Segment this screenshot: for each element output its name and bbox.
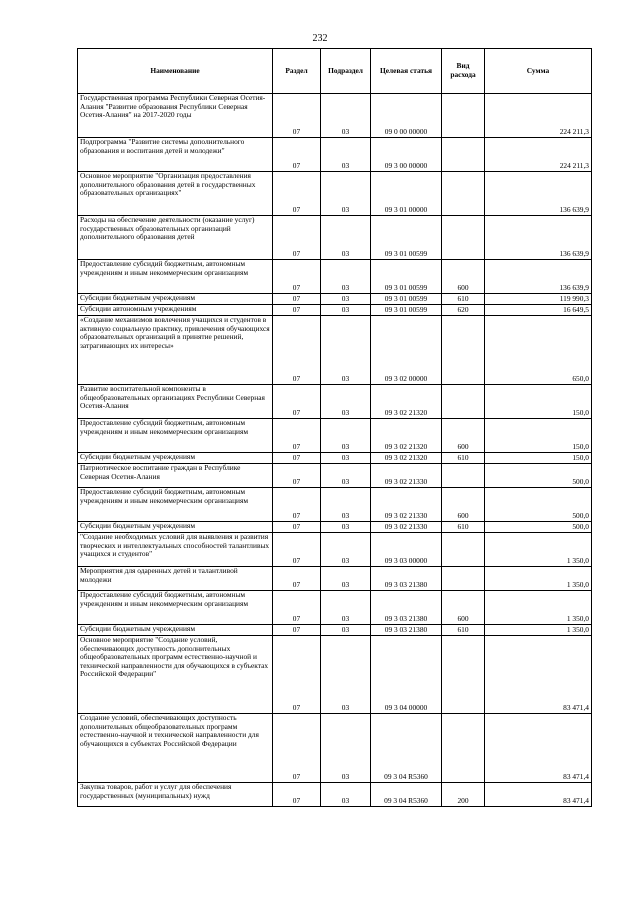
row-expense-type: 600: [442, 591, 485, 625]
row-subsection: 03: [321, 625, 371, 636]
row-amount: 150,0: [485, 419, 592, 453]
row-target: 09 3 01 00599: [371, 305, 442, 316]
row-target: 09 3 02 00000: [371, 316, 442, 385]
row-target: 09 3 03 21380: [371, 625, 442, 636]
row-amount: 119 990,3: [485, 294, 592, 305]
row-amount: 136 639,9: [485, 172, 592, 216]
row-subsection: 03: [321, 567, 371, 591]
table-row: [78, 488, 592, 522]
row-section: 07: [273, 625, 321, 636]
row-expense-type: [442, 138, 485, 172]
table-row: [78, 453, 592, 464]
row-target: 09 3 02 21320: [371, 385, 442, 419]
row-expense-type: [442, 567, 485, 591]
row-name: Основное мероприятие "Создание условий, обеспечивающих доступность дополнительных общеобразовательных программ естественно-научной и технической направленности для обучающихся в субъектах Российской Федерации": [78, 636, 273, 714]
row-section: 07: [273, 488, 321, 522]
row-name: Предоставление субсидий бюджетным, автономным учреждениям и иным некоммерческим организациям: [78, 419, 273, 453]
row-target: 09 3 01 00599: [371, 294, 442, 305]
table-row: [78, 783, 592, 807]
header-name: Наименование: [78, 49, 273, 94]
row-expense-type: [442, 636, 485, 714]
row-expense-type: 620: [442, 305, 485, 316]
row-name: «Создание механизмов вовлечения учащихся и студентов в активную социальную практику, привлечения обучающихся образовательных организаций в принятие решений, затрагивающих их интересы»: [78, 316, 273, 385]
row-expense-type: [442, 94, 485, 138]
row-section: 07: [273, 783, 321, 807]
row-target: 09 0 00 00000: [371, 94, 442, 138]
header-target: Целевая статья: [371, 49, 442, 94]
row-target: 09 3 04 R5360: [371, 714, 442, 783]
table-row: [78, 138, 592, 172]
row-name: Развитие воспитательной компоненты в общеобразовательных организациях Республики Северная Осетия-Алания: [78, 385, 273, 419]
row-subsection: 03: [321, 522, 371, 533]
row-name: Субсидии бюджетным учреждениям: [78, 294, 273, 305]
row-section: 07: [273, 138, 321, 172]
row-amount: 1 350,0: [485, 567, 592, 591]
table-header-row: [78, 49, 592, 94]
row-name: Субсидии бюджетным учреждениям: [78, 625, 273, 636]
row-section: 07: [273, 316, 321, 385]
row-target: 09 3 02 21330: [371, 522, 442, 533]
table-row: [78, 567, 592, 591]
row-subsection: 03: [321, 464, 371, 488]
row-target: 09 3 02 21330: [371, 488, 442, 522]
row-expense-type: 200: [442, 783, 485, 807]
row-target: 09 3 03 00000: [371, 533, 442, 567]
table-row: [78, 316, 592, 385]
row-amount: 500,0: [485, 464, 592, 488]
row-section: 07: [273, 567, 321, 591]
row-target: 09 3 03 21380: [371, 591, 442, 625]
row-target: 09 3 03 21380: [371, 567, 442, 591]
row-expense-type: 600: [442, 488, 485, 522]
budget-table: [77, 48, 592, 807]
row-section: 07: [273, 305, 321, 316]
row-subsection: 03: [321, 419, 371, 453]
row-target: 09 3 02 21320: [371, 419, 442, 453]
row-name: Мероприятия для одаренных детей и талантливой молодежи: [78, 567, 273, 591]
row-target: 09 3 00 00000: [371, 138, 442, 172]
row-amount: 500,0: [485, 488, 592, 522]
row-subsection: 03: [321, 316, 371, 385]
table-row: [78, 94, 592, 138]
row-target: 09 3 04 R5360: [371, 783, 442, 807]
row-section: 07: [273, 591, 321, 625]
row-subsection: 03: [321, 714, 371, 783]
table-row: [78, 714, 592, 783]
header-section: Раздел: [273, 49, 321, 94]
row-expense-type: 600: [442, 260, 485, 294]
row-expense-type: [442, 216, 485, 260]
row-section: 07: [273, 216, 321, 260]
row-name: Предоставление субсидий бюджетным, автономным учреждениям и иным некоммерческим организациям: [78, 260, 273, 294]
row-subsection: 03: [321, 591, 371, 625]
row-name: Подпрограмма "Развитие системы дополнительного образования и воспитания детей и молодежи": [78, 138, 273, 172]
row-amount: 650,0: [485, 316, 592, 385]
row-expense-type: 600: [442, 419, 485, 453]
row-expense-type: [442, 385, 485, 419]
header-expense-type: Вид расхода: [442, 49, 485, 94]
row-name: Государственная программа Республики Северная Осетия-Алания "Развитие образования Республики Северная Осетия-Алания" на 2017-2020 годы: [78, 94, 273, 138]
row-name: Субсидии бюджетным учреждениям: [78, 453, 273, 464]
row-amount: 83 471,4: [485, 714, 592, 783]
row-section: 07: [273, 453, 321, 464]
row-amount: 150,0: [485, 453, 592, 464]
row-target: 09 3 04 00000: [371, 636, 442, 714]
row-name: "Создание необходимых условий для выявления и развития творческих и интеллектуальных способностей талантливых учащихся и студентов": [78, 533, 273, 567]
table-row: [78, 636, 592, 714]
header-subsection: Подраздел: [321, 49, 371, 94]
table-row: [78, 591, 592, 625]
row-name: Субсидии автономным учреждениям: [78, 305, 273, 316]
header-amount: Сумма: [485, 49, 592, 94]
row-section: 07: [273, 172, 321, 216]
row-target: 09 3 02 21320: [371, 453, 442, 464]
table-row: [78, 533, 592, 567]
row-subsection: 03: [321, 138, 371, 172]
row-name: Создание условий, обеспечивающих доступность дополнительных общеобразовательных программ естественно-научной и технической направленности для обучающихся в субъектах Российской Федерации: [78, 714, 273, 783]
row-name: Основное мероприятие "Организация предоставления дополнительного образования детей в государственных образовательных организациях": [78, 172, 273, 216]
table-row: [78, 385, 592, 419]
row-name: Предоставление субсидий бюджетным, автономным учреждениям и иным некоммерческим организациям: [78, 488, 273, 522]
row-expense-type: 610: [442, 625, 485, 636]
table-row: [78, 522, 592, 533]
row-section: 07: [273, 419, 321, 453]
row-amount: 224 211,3: [485, 138, 592, 172]
row-amount: 1 350,0: [485, 625, 592, 636]
row-expense-type: [442, 714, 485, 783]
row-subsection: 03: [321, 294, 371, 305]
row-name: Субсидии бюджетным учреждениям: [78, 522, 273, 533]
row-amount: 1 350,0: [485, 533, 592, 567]
row-amount: 150,0: [485, 385, 592, 419]
row-expense-type: [442, 172, 485, 216]
table-row: [78, 464, 592, 488]
row-expense-type: 610: [442, 453, 485, 464]
row-subsection: 03: [321, 385, 371, 419]
row-subsection: 03: [321, 305, 371, 316]
row-subsection: 03: [321, 172, 371, 216]
row-target: 09 3 01 00000: [371, 172, 442, 216]
row-subsection: 03: [321, 783, 371, 807]
row-expense-type: 610: [442, 294, 485, 305]
row-section: 07: [273, 94, 321, 138]
row-amount: 83 471,4: [485, 636, 592, 714]
row-amount: 16 649,5: [485, 305, 592, 316]
row-subsection: 03: [321, 488, 371, 522]
table-row: [78, 260, 592, 294]
row-section: 07: [273, 464, 321, 488]
row-section: 07: [273, 522, 321, 533]
row-subsection: 03: [321, 636, 371, 714]
row-amount: 1 350,0: [485, 591, 592, 625]
table-row: [78, 305, 592, 316]
row-expense-type: [442, 464, 485, 488]
row-target: 09 3 01 00599: [371, 260, 442, 294]
row-expense-type: 610: [442, 522, 485, 533]
row-section: 07: [273, 294, 321, 305]
row-section: 07: [273, 714, 321, 783]
row-expense-type: [442, 533, 485, 567]
row-amount: 136 639,9: [485, 260, 592, 294]
row-section: 07: [273, 636, 321, 714]
row-section: 07: [273, 385, 321, 419]
row-target: 09 3 02 21330: [371, 464, 442, 488]
table-row: [78, 216, 592, 260]
row-name: Предоставление субсидий бюджетным, автономным учреждениям и иным некоммерческим организациям: [78, 591, 273, 625]
row-section: 07: [273, 533, 321, 567]
row-name: Закупка товаров, работ и услуг для обеспечения государственных (муниципальных) нужд: [78, 783, 273, 807]
row-name: Расходы на обеспечение деятельности (оказание услуг) государственных образовательных организаций дополнительного образования детей: [78, 216, 273, 260]
table-row: [78, 625, 592, 636]
table-row: [78, 419, 592, 453]
row-subsection: 03: [321, 216, 371, 260]
row-amount: 500,0: [485, 522, 592, 533]
page-number: 232: [312, 33, 328, 44]
table-row: [78, 172, 592, 216]
row-subsection: 03: [321, 453, 371, 464]
row-amount: 224 211,3: [485, 94, 592, 138]
row-name: Патриотическое воспитание граждан в Республике Северная Осетия-Алания: [78, 464, 273, 488]
row-subsection: 03: [321, 94, 371, 138]
row-target: 09 3 01 00599: [371, 216, 442, 260]
row-subsection: 03: [321, 533, 371, 567]
row-section: 07: [273, 260, 321, 294]
row-amount: 136 639,9: [485, 216, 592, 260]
row-subsection: 03: [321, 260, 371, 294]
table-row: [78, 294, 592, 305]
row-expense-type: [442, 316, 485, 385]
row-amount: 83 471,4: [485, 783, 592, 807]
